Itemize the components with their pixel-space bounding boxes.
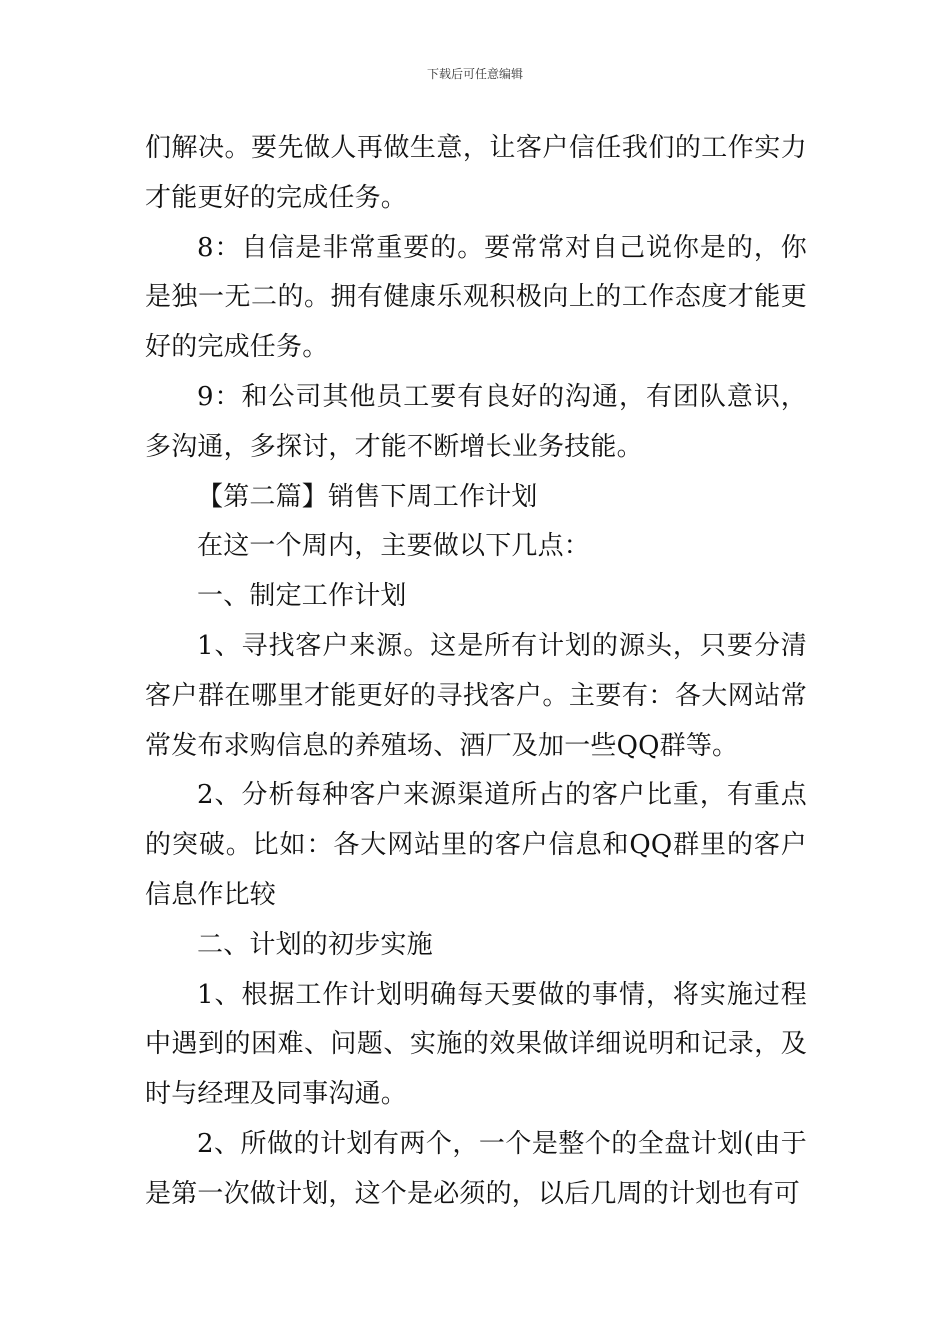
subheading-2: 二、计划的初步实施 — [197, 929, 433, 960]
paragraph-8: 2、所做的计划有两个，一个是整个的全盘计划(由于是第一次做计划，这个是必须的，以后几周的计划也有可 — [145, 1128, 807, 1209]
paragraph-7: 1、根据工作计划明确每天要做的事情，将实施过程中遇到的困难、问题、实施的效果做详细说明和记录，及时与经理及同事沟通。 — [145, 979, 807, 1110]
paragraph-2: 8：自信是非常重要的。要常常对自己说你是的，你是独一无二的。拥有健康乐观积极向上的工作态度才能更好的完成任务。 — [145, 232, 807, 363]
paragraph-4: 在这一个周内，主要做以下几点： — [197, 531, 591, 562]
subheading-1: 一、制定工作计划 — [197, 581, 407, 612]
section-heading-2: 【第二篇】销售下周工作计划 — [197, 481, 538, 512]
paragraph-3: 9：和公司其他员工要有良好的沟通，有团队意识，多沟通，多探讨，才能不断增长业务技能。 — [145, 381, 807, 462]
paragraph-1: 们解决。要先做人再做生意，让客户信任我们的工作实力才能更好的完成任务。 — [145, 133, 807, 213]
page-header-note: 下载后可任意编辑 — [426, 67, 523, 81]
document-body — [145, 124, 807, 1220]
paragraph-5: 1、寻找客户来源。这是所有计划的源头，只要分清客户群在哪里才能更好的寻找客户。主要有：各大网站常常发布求购信息的养殖场、酒厂及加一些QQ群等。 — [145, 630, 807, 761]
paragraph-6: 2、分析每种客户来源渠道所占的客户比重，有重点的突破。比如：各大网站里的客户信息和QQ群里的客户信息作比较 — [145, 780, 807, 910]
